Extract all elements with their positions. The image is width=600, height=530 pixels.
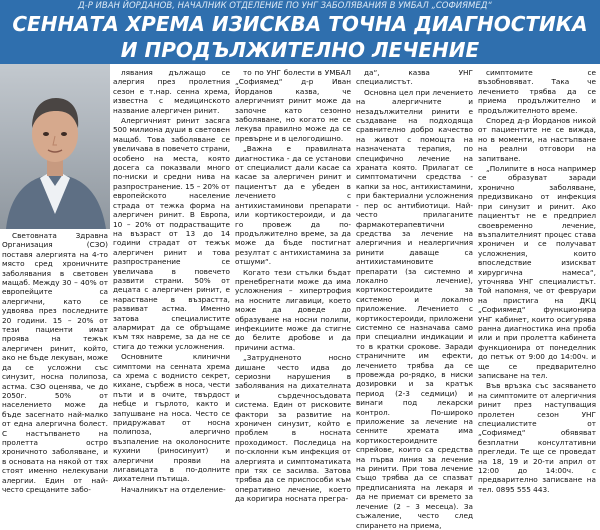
column-paragraph: „Важна е правилната диагностика - да се установи от специалист дали касае са касае за алергичен ринит и пациентът да е убеден в лечението с антихистаминови препарати или кортикостероиди, и да го провеж да по-продължително време, за да може да бъде постигнат резултат с антихистамина за отшуми“.: [235, 144, 351, 267]
column-paragraph: Когато тези стълки бъдат пренебрегнати може да има усложнения – хипертрофия на носните лигавици, което може да доведе до образуване на носни полипи, инфекциите може да стигне до белите дробове и да причини астма.: [235, 267, 351, 352]
headline-line-2: И ПРОДЪЛЖИТЕЛНО ЛЕЧЕНИЕ: [120, 38, 480, 62]
column-paragraph: „Полипите в носа например се образуват заради хронично заболяване, предизвикано от инфекция при синузит и ринит. Ако пациентът не е предприел своевременно лечение, възпалителният процес става хроничен и се получават усложнения, които впоследствие изискват хирургична намеса“, уточнява УНГ специалистът. Той напомня, че от февруари на пристига на ДКЦ „Софиямед“ функционира УНГ кабинет, които осигурява ранна диагностика ина проба или и при пролетта кабинета функционира от понеделник до петък от 9:00 до 14:00ч. и ще се предварително записване на тел.: [478, 164, 596, 380]
column-paragraph: Според д-р Йорданов никой от пациентите не се вижда, но в моменти, на настъпване на реални отговори на запитване.: [478, 116, 596, 163]
column-paragraph: Алергичният ринит засяга 500 милиона души в световен мащаб. Това заболяване се увеличава в повечето страни, особено на места, която досега са показвали много по-ниски и средни нива на разпространение. 15 – 20% от европейското население страда от тежка форма на алергичен ринит. В Европа, 10 – 20% от подрастващите на възраст от 13 до 14 години страдат от тежък алергичен ринит и това разпространение се увеличава в повечето развити страни. 50% от децата с алергичен ринит, е нарастване в възрастта, развиват астма. Именно затова специалистите алармират да се обръщаме към тях навреме, за да не се стига до тежки усложнения.: [113, 116, 230, 351]
headline-banner: [0, 0, 600, 64]
column-paragraph: Основните клинични симптоми на сенната хрема са хрема с воднисто секрет, кихане, сърбеж в носа, чести пъти и в очите, твърдост небце и гърлото, както и запушване на носа. Често се придружават от носна полипоза, алергично възпаление на околоносните кухини (риносинуит) и алергични прояви на лигавицата в по-долните дихателни пътища.: [113, 352, 230, 484]
article-column-2: [235, 68, 351, 504]
caption-paragraph: Световната Здравна Организация (СЗО) поставя алергията на 4-то място сред хроничните заболявания в световен мащаб. Между 30 – 40% от европейците са алергични, като се удвоява през последните 20 години. 15 – 20% от тези пациенти имат проява на тежък алергичен ринит, който, ако не бъде лекуван, може да се усложни със синузит, носна полипоза, астма. СЗО оценява, че до 2050г. 50% от населението може да бъде засегнато най-малко от една алергична болест. С настъпването на пролетта остро хроничното заболяване, и в основата на някой от тях стоят именно нелекувани алергии. Един от най-често срещаните забо-: [2, 231, 108, 494]
headline-line-1: СЕННАТА ХРЕМА ИЗИСКВА ТОЧНА ДИАГНОСТИКА: [12, 12, 588, 36]
column-paragraph: „Затрудненото носно дишане често идва до сериозни нарушения в заболявания на дихателната и сърдечносъдовата система. Един от рисковите фактори за развитие на хроничен синузит, който е проблем в носната проходимост. Последица на по-склонни към инфекция от алергията и симптоматиката при тях се засилва. Затова трябва да се приспособи към оперативно лечение, което да коригира носната прегра-: [235, 353, 351, 504]
doctor-portrait-image: [0, 64, 110, 229]
article-column-3: [356, 68, 473, 530]
column-paragraph: Основна цел при лечението на алергичните и незадължителни ринити е създаване на подходяща сравнително добро качество на живот с помощта на назначената терапия, по специфично лечение на храната която. Прилагат се симптоматични средства - капки за нос, антихистамини, при бактериални усложнения - пер ос антибиотици. Най-често прилаганите фармакотерапевтични средства за лечение на алергичния и неалергичния ринити даваще са антихистаминовите препарати (за системно и локално лечение), кортикостероидите за системно и локално приложение. Лечението с кортикостероиди, приложени системно се назначава само при специални индикации и то в кратки срокове. Заради страничните им ефекти, лечението трябва да се провежда ро-рядко, в ниски дозировки и за кратък период (2-3 седмици) и винаги под лекарски контрол. По-широко приложение за лечение на сенните хремата има кортикостероидните спрейове, които са средства на първа линия за лечение на ринити. При това лечение също трябва да се спазват предписанията на лекаря и да не приемат си времето за лечение (2 – 3 месеца). За съжаление, често след спирането на приема,: [356, 87, 473, 530]
column-paragraph: то по УНГ болести в УМБАЛ „Софиямед“ д-р Иван Йорданов казва, че алергичният ринит може да започне като сезонно заболяване, но когато не се лекува правилно може да се превърне и в целогодишно.: [235, 68, 351, 143]
column-paragraph: симптомите се възобновяват. Така че лечението трябва да се приема продължително и продължителното време.: [478, 68, 596, 115]
kicker-line: Д-Р ИВАН ЙОРДАНОВ, НАЧАЛНИК ОТДЕЛЕНИЕ ПО УНГ ЗАБОЛЯВАНИЯ В УМБАЛ „СОФИЯМЕД“: [78, 1, 492, 11]
column-paragraph: Началникът на отделение-: [121, 484, 226, 494]
doctor-photo: [0, 64, 110, 229]
article-column-4: [478, 68, 596, 494]
article-column-1: [113, 68, 230, 494]
photo-caption: [2, 231, 108, 494]
column-paragraph: лявания дължащо се алергия през пролетния сезон е т.нар. сенна хрема, известна с медицинското название алергичен ринит.: [113, 68, 230, 115]
column-paragraph: да“, казва УНГ специалистът.: [356, 68, 473, 87]
column-paragraph: Във връзка със засяването на симптомите от алергичния ринит през наступващия пролетен сезон УНГ специалистите от „Софиямед“ обявяват безплатни консултативни прегледи. Те ще се проведат на 18, 19 и 20-ти април от 12:00 до 14:00ч. с предварително записване на тел. 0895 555 443.: [478, 381, 596, 494]
